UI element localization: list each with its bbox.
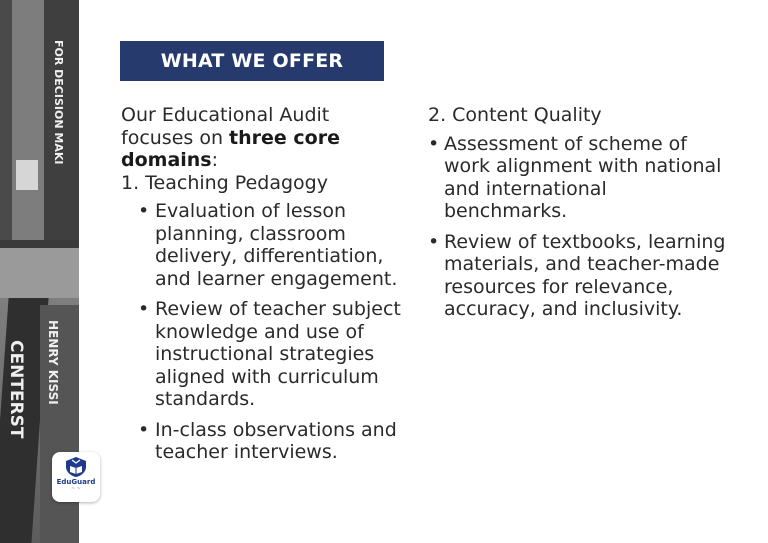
bullet-list bbox=[428, 133, 728, 321]
list-item: • Assessment of scheme of work alignment with national and international benchmarks. bbox=[428, 133, 728, 223]
intro-paragraph: Our Educational Audit focuses on three core domains: bbox=[121, 104, 340, 171]
logo-wordmark: EduGuard bbox=[56, 478, 96, 486]
eduguard-logo bbox=[52, 452, 100, 502]
list-item: • Review of teacher subject knowledge and use of instructional strategies aligned with curriculum standards. bbox=[121, 298, 406, 411]
book-spine-text: FOR DECISION MAKI bbox=[52, 40, 65, 165]
list-item: • In-class observations and teacher interviews. bbox=[121, 419, 406, 464]
bullet-list bbox=[121, 200, 406, 464]
section-heading: 2. Content Quality bbox=[428, 104, 602, 126]
section-heading: 1. Teaching Pedagogy bbox=[121, 171, 328, 194]
right-column bbox=[428, 104, 728, 329]
shield-book-icon bbox=[62, 456, 90, 478]
intro-emphasis: three core domains bbox=[121, 126, 340, 171]
book-spine-text: HENRY KISSI bbox=[46, 320, 60, 405]
book-spine-text: CENTERST bbox=[6, 340, 26, 439]
section-title-banner bbox=[120, 41, 384, 81]
list-item: • Review of textbooks, learning materials, and teacher-made resources for relevance, accuracy, and inclusivity. bbox=[428, 231, 728, 321]
left-column bbox=[121, 104, 406, 472]
section-title: WHAT WE OFFER bbox=[160, 50, 344, 72]
list-item: • Evaluation of lesson planning, classroom delivery, differentiation, and learner engagement. bbox=[121, 200, 406, 290]
logo-signature: ~ ~ bbox=[71, 486, 81, 492]
